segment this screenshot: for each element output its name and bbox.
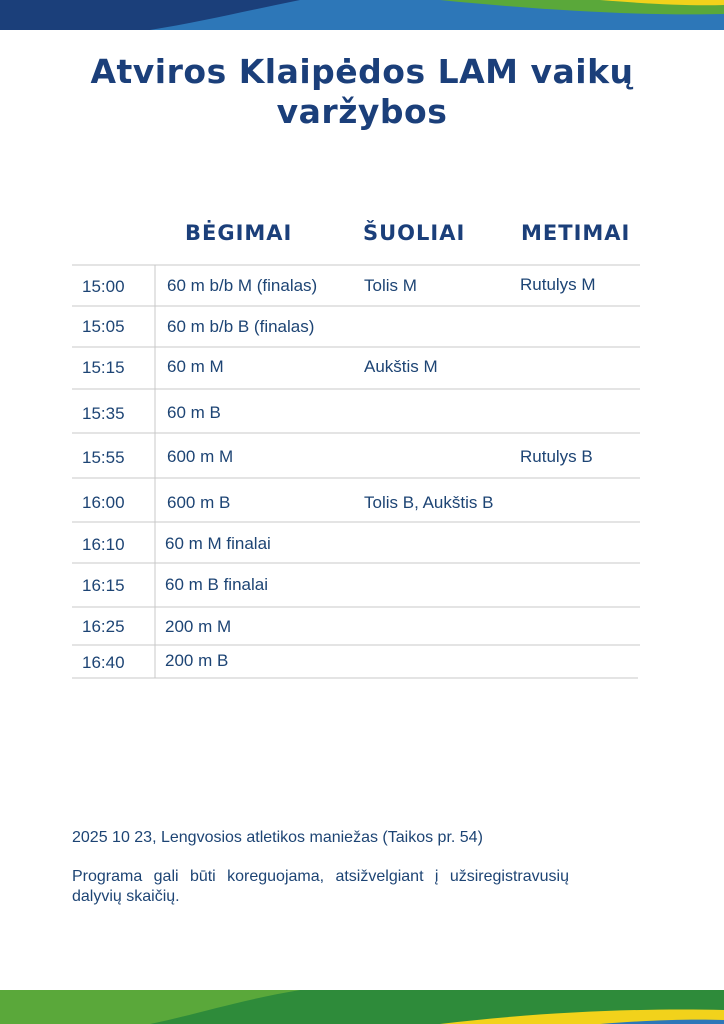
- column-header-running: BĖGIMAI: [185, 221, 293, 245]
- time-cell: 15:05: [82, 317, 125, 336]
- time-cell: 16:00: [82, 493, 125, 512]
- schedule-disclaimer: Programa gali būti koreguojama, atsižvelgiant į užsiregistravusių dalyvių skaičių.: [72, 868, 569, 905]
- jumps-event-cell: Tolis B, Aukštis B: [364, 493, 494, 512]
- running-event-cell: 200 m M: [165, 617, 232, 636]
- time-cell: 16:15: [82, 576, 125, 595]
- jumps-event-cell: Tolis M: [364, 276, 417, 295]
- time-cell: 16:40: [82, 653, 125, 672]
- running-event-cell: 60 m b/b B (finalas): [167, 317, 315, 336]
- column-header-jumps: ŠUOLIAI: [363, 221, 466, 245]
- time-cell: 15:55: [82, 448, 125, 467]
- page-title: Atviros Klaipėdos LAM vaikų varžybos: [90, 52, 634, 131]
- time-cell: 15:00: [82, 277, 125, 296]
- running-event-cell: 600 m B: [167, 493, 231, 512]
- bottom-decorative-band: [0, 990, 724, 1024]
- jumps-event-cell: Aukštis M: [364, 357, 438, 376]
- top-decorative-band: [0, 0, 724, 30]
- time-cell: 15:15: [82, 358, 125, 377]
- time-cell: 15:35: [82, 404, 125, 423]
- time-cell: 16:10: [82, 535, 125, 554]
- running-event-cell: 60 m B finalai: [165, 575, 268, 594]
- running-event-cell: 600 m M: [167, 447, 234, 466]
- event-date-location: 2025 10 23, Lengvosios atletikos maniežas (Taikos pr. 54): [72, 829, 483, 846]
- column-header-throws: METIMAI: [521, 221, 631, 245]
- time-cell: 16:25: [82, 617, 125, 636]
- running-event-cell: 60 m b/b M (finalas): [167, 276, 318, 295]
- running-event-cell: 60 m M: [167, 357, 224, 376]
- throws-event-cell: Rutulys M: [520, 275, 596, 294]
- running-event-cell: 60 m B: [167, 403, 221, 422]
- throws-event-cell: Rutulys B: [520, 447, 593, 466]
- running-event-cell: 200 m B: [165, 651, 229, 670]
- running-event-cell: 60 m M finalai: [165, 534, 271, 553]
